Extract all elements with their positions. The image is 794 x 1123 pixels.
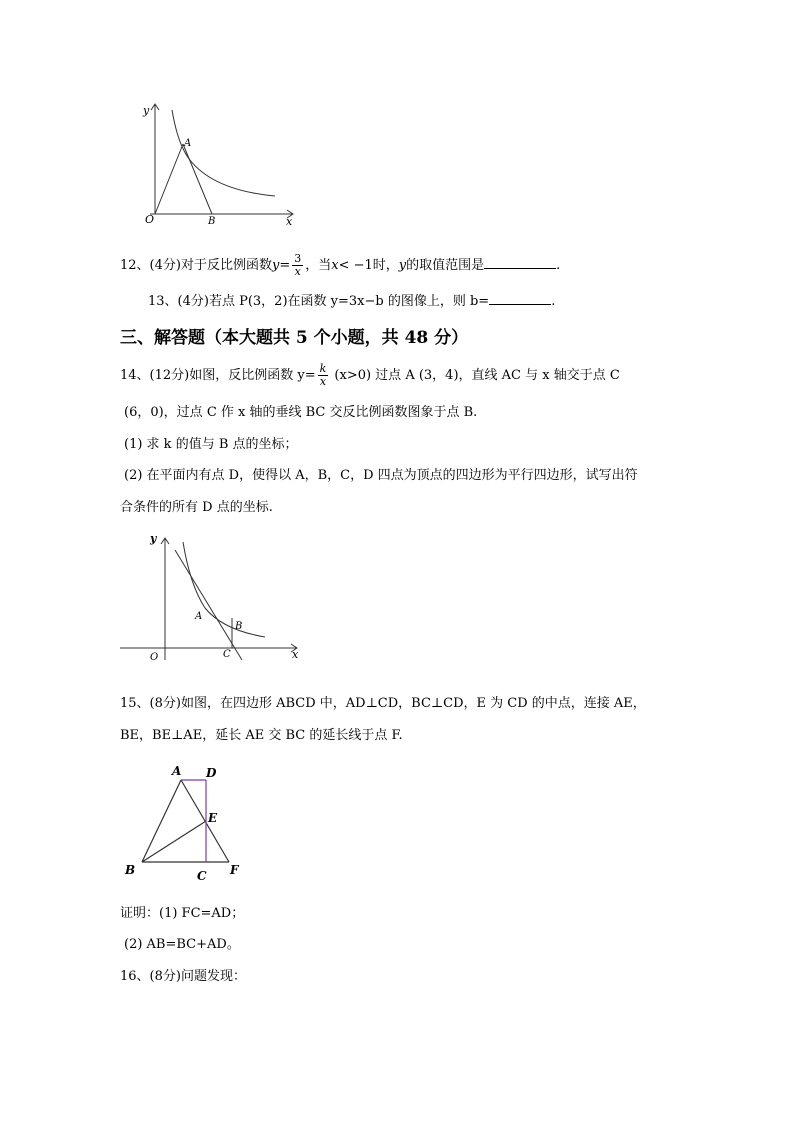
fig2-o-label: O	[150, 652, 159, 663]
question-14-part-2b: 合条件的所有 D 点的坐标.	[120, 500, 273, 515]
fig2-y-label: y	[150, 532, 157, 545]
q14-prefix: 14、(12分)如图，反比例函数 y=	[120, 368, 316, 383]
question-14-part-2: (2) 在平面内有点 D，使得以 A，B，C，D 四点为顶点的四边形为平行四边形，试写出符	[124, 468, 638, 483]
q13-end: .	[551, 294, 556, 309]
q12-x: x	[331, 258, 339, 273]
fig3-e-label: E	[208, 811, 218, 825]
fig1-a-label: A	[184, 138, 192, 149]
fig2-c-label: C	[223, 649, 231, 660]
fig1-y-label: y	[143, 104, 150, 117]
q13-text: 13、(4分)若点 P(3，2)在函数 y=3x−b 的图像上，则 b=	[148, 294, 490, 309]
q14-suffix: (x>0) 过点 A (3，4)，直线 AC 与 x 轴交于点 C	[330, 368, 620, 383]
fig1-o-label: O	[145, 213, 155, 226]
figure-1-hyperbola-triangle	[125, 100, 305, 230]
fig1-segment-ab	[183, 144, 212, 214]
q14-denominator: x	[319, 375, 327, 388]
question-13	[148, 290, 555, 312]
q12-y2: y	[398, 258, 407, 273]
q14-numerator: k	[319, 362, 327, 375]
q12-end: .	[556, 258, 561, 273]
fig3-c-label: C	[197, 869, 207, 883]
fig1-x-label: x	[286, 215, 293, 228]
question-15-line-2: BE，BE⊥AE，延长 AE 交 BC 的延长线于点 F.	[120, 728, 403, 743]
fig2-b-label: B	[235, 621, 243, 632]
q12-y: y	[271, 258, 280, 273]
fig2-hyperbola	[183, 542, 265, 637]
q12-eq: =	[279, 258, 291, 273]
q12-numerator: 3	[294, 252, 302, 265]
figure-2-hyperbola-line	[115, 530, 305, 665]
question-16: 16、(8分)问题发现：	[120, 969, 246, 984]
proof-line-2: (2) AB=BC+AD。	[124, 937, 240, 952]
fig2-a-label: A	[195, 611, 203, 622]
proof-line-1: 证明：(1) FC=AD；	[120, 906, 245, 921]
question-15-line-1: 15、(8分)如图，在四边形 ABCD 中，AD⊥CD，BC⊥CD，E 为 CD 的中点，连接 AE，	[120, 696, 646, 711]
fig3-d-label: D	[206, 766, 217, 780]
section-3-heading: 三、解答题（本大题共 5 个小题，共 48 分）	[120, 328, 469, 348]
fig2-x-label: x	[292, 648, 299, 661]
q12-denominator: x	[294, 265, 301, 278]
figure-3-quadrilateral	[120, 760, 255, 885]
q12-mid: ，当	[305, 258, 332, 273]
q12-answer-blank[interactable]	[484, 254, 556, 269]
fig3-a-label: A	[172, 764, 182, 778]
fig1-b-label: B	[208, 216, 216, 227]
q12-cond: < −1时，	[338, 258, 399, 273]
question-12	[120, 253, 560, 278]
question-14-line-1	[120, 363, 620, 388]
question-14-line-2: (6，0)，过点 C 作 x 轴的垂线 BC 交反比例函数图象于点 B.	[124, 405, 478, 420]
q12-prefix: 12、(4分)对于反比例函数	[120, 258, 272, 273]
q12-suffix: 的取值范围是	[406, 258, 485, 273]
fig3-f-label: F	[230, 863, 239, 877]
q12-fraction	[292, 253, 303, 278]
q13-answer-blank[interactable]	[489, 290, 551, 305]
question-14-part-1: (1) 求 k 的值与 B 点的坐标；	[124, 437, 298, 452]
fig3-b-label: B	[125, 863, 136, 877]
fig1-hyperbola	[172, 110, 275, 196]
fig1-segment-oa	[155, 144, 183, 214]
q14-fraction	[318, 363, 329, 388]
